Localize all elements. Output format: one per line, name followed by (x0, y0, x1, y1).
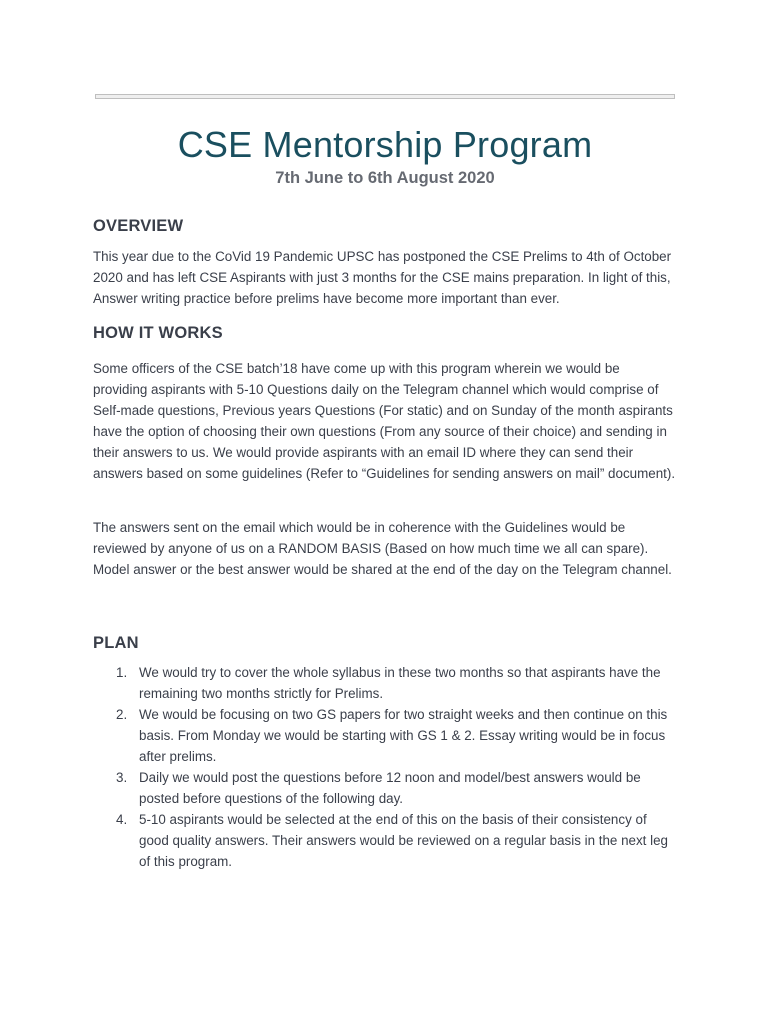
plan-item (93, 704, 677, 767)
plan-item-text: We would be focusing on two GS papers for two straight weeks and then continue on this basis. From Monday we would be starting with GS 1 & 2. Essay writing would be in focus after prelims. (139, 707, 668, 764)
plan-item (93, 662, 677, 704)
plan-item (93, 767, 677, 809)
overview-heading: OVERVIEW (93, 217, 184, 235)
plan-item-text: Daily we would post the questions before 12 noon and model/best answers would be posted before questions of the following day. (139, 770, 641, 806)
plan-item-number: 1. (116, 665, 128, 680)
plan-list (93, 662, 677, 872)
plan-item-number: 3. (116, 770, 128, 785)
plan-item-text: 5-10 aspirants would be selected at the end of this on the basis of their consistency of good quality answers. Their answers would be reviewed on a regular basis in the next leg of this program. (139, 812, 668, 869)
plan-heading: PLAN (93, 634, 139, 652)
how-it-works-paragraph-2: The answers sent on the email which would be in coherence with the Guidelines would be reviewed by anyone of us on a RANDOM BASIS (Based on how much time we all can spare). Model answer or the best answer would be shared at the end of the day on the Telegram channel. (93, 520, 672, 577)
how-it-works-heading: HOW IT WORKS (93, 324, 223, 342)
top-divider (95, 94, 675, 99)
how-it-works-paragraph-1: Some officers of the CSE batch’18 have come up with this program wherein we would be providing aspirants with 5-10 Questions daily on the Telegram channel which would comprise of Self-made questions, Previous years Questions (For static) and on Sunday of the month aspirants have the option of choosing their own questions (From any source of their choice) and sending in their answers to us. We would provide aspirants with an email ID where they can send their answers based on some guidelines (Refer to “Guidelines for sending answers on mail” document). (93, 361, 676, 481)
plan-item-text: We would try to cover the whole syllabus in these two months so that aspirants have the remaining two months strictly for Prelims. (139, 665, 661, 701)
document-subtitle: 7th June to 6th August 2020 (275, 169, 495, 187)
plan-item-number: 4. (116, 812, 128, 827)
plan-item (93, 809, 677, 872)
plan-item-number: 2. (116, 707, 128, 722)
overview-paragraph: This year due to the CoVid 19 Pandemic UPSC has postponed the CSE Prelims to 4th of October 2020 and has left CSE Aspirants with just 3 months for the CSE mains preparation. In light of this, Answer writing practice before prelims have become more important than ever. (93, 249, 672, 306)
document-title: CSE Mentorship Program (177, 124, 593, 165)
